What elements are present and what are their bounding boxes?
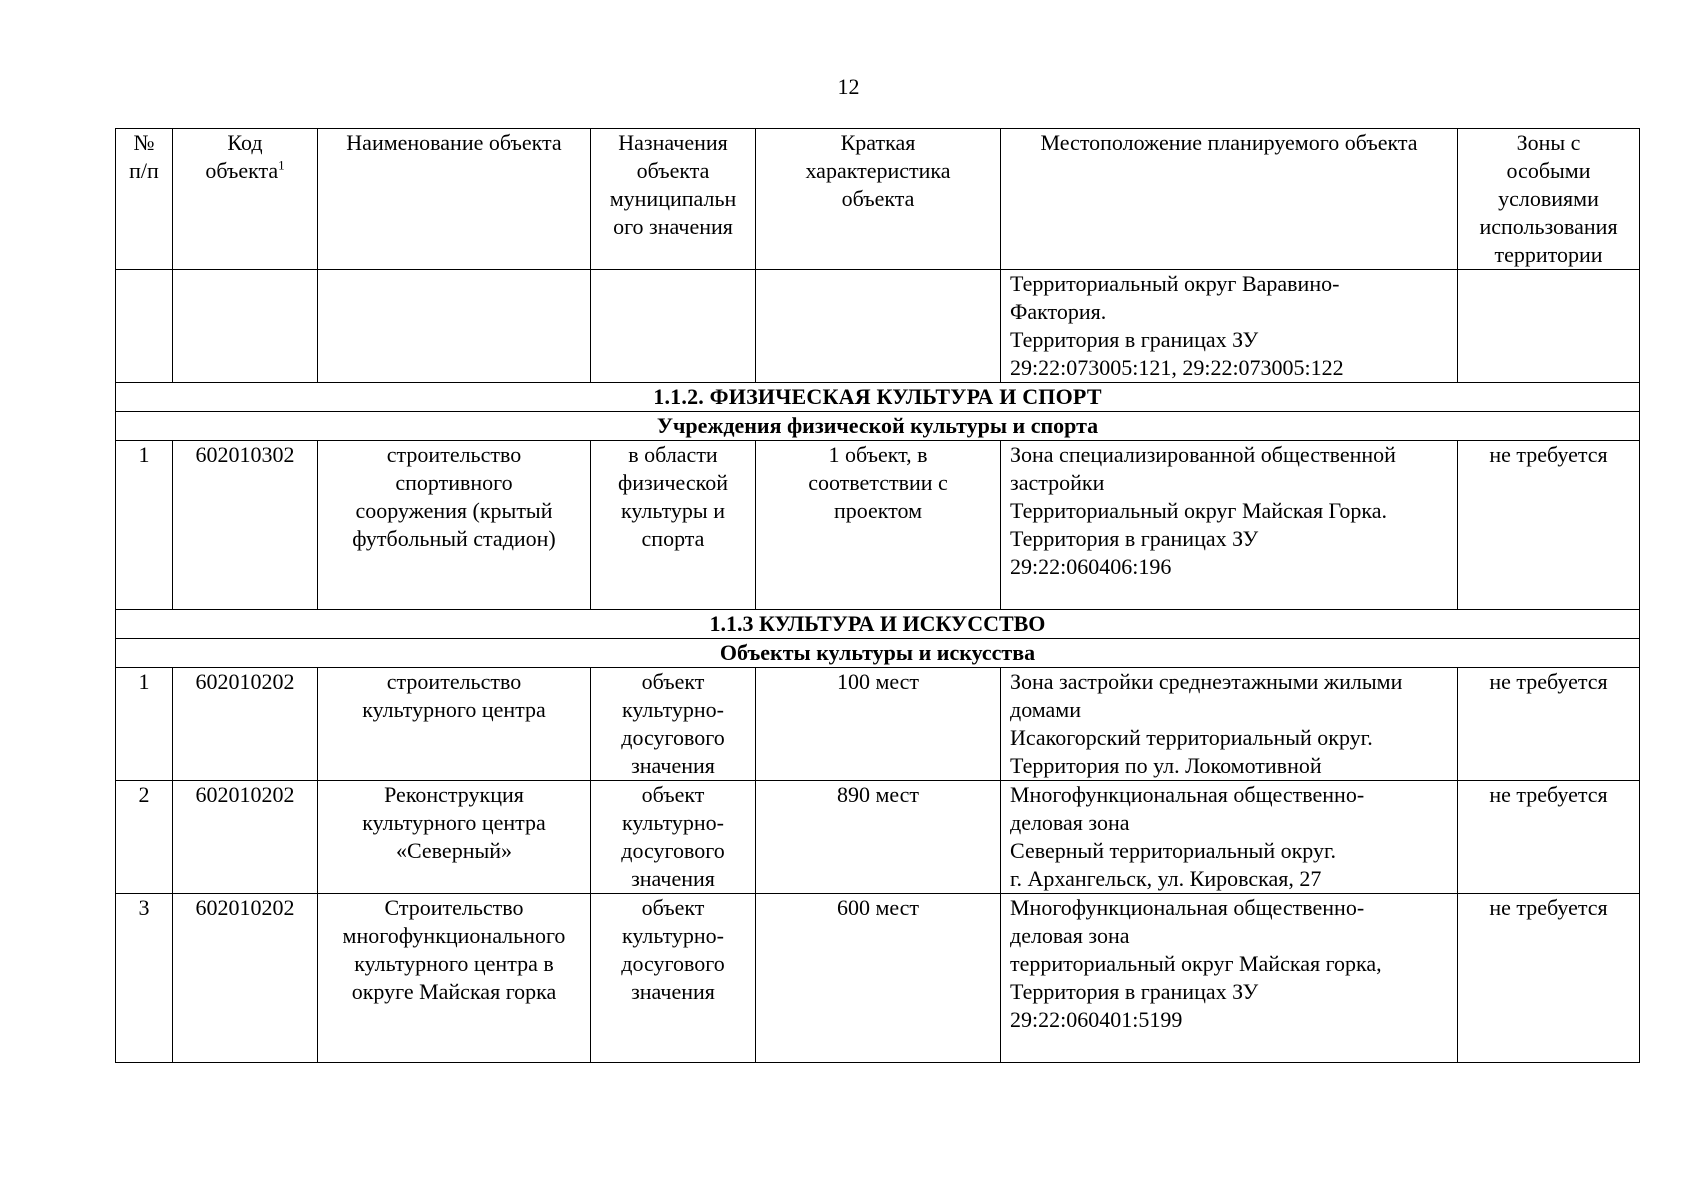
- cell-name: [318, 270, 591, 383]
- header-purpose: Назначения объекта муниципальн ого значения: [591, 129, 756, 270]
- cell-location: Многофункциональная общественно- деловая зона Северный территориальный округ. г. Архангельск, ул. Кировская, 27: [1001, 781, 1458, 894]
- section-culture-subtitle-row: [116, 639, 1640, 668]
- cell-name: строительство культурного центра: [318, 668, 591, 781]
- cell-num: [116, 270, 173, 383]
- cell-zones: не требуется: [1458, 781, 1640, 894]
- cell-location: Зона застройки среднеэтажными жилыми домами Исакогорский территориальный округ. Территория по ул. Локомотивной: [1001, 668, 1458, 781]
- cell-characteristic: [756, 270, 1001, 383]
- cell-code: 602010202: [173, 894, 318, 1063]
- cell-code: 602010302: [173, 441, 318, 610]
- cell-characteristic: 100 мест: [756, 668, 1001, 781]
- header-num: № п/п: [116, 129, 173, 270]
- cell-code: 602010202: [173, 668, 318, 781]
- section-culture-title: 1.1.3 КУЛЬТУРА И ИСКУССТВО: [116, 610, 1640, 639]
- section-sport-subtitle-row: [116, 412, 1640, 441]
- table-row-culture-3: [116, 894, 1640, 1063]
- section-culture-subtitle: Объекты культуры и искусства: [116, 639, 1640, 668]
- table-row-culture-2: [116, 781, 1640, 894]
- header-characteristic: Краткая характеристика объекта: [756, 129, 1001, 270]
- cell-name: строительство спортивного сооружения (крытый футбольный стадион): [318, 441, 591, 610]
- cell-location: Территориальный округ Варавино- Фактория. Территория в границах ЗУ 29:22:073005:121, 29:22:073005:122: [1001, 270, 1458, 383]
- cell-num: 1: [116, 441, 173, 610]
- cell-purpose: [591, 270, 756, 383]
- cell-location: Многофункциональная общественно- деловая зона территориальный округ Майская горка, Территория в границах ЗУ 29:22:060401:5199: [1001, 894, 1458, 1063]
- planned-objects-table: [115, 128, 1640, 1063]
- cell-name: Строительство многофункционального культурного центра в округе Майская горка: [318, 894, 591, 1063]
- cell-characteristic: 890 мест: [756, 781, 1001, 894]
- cell-zones: не требуется: [1458, 894, 1640, 1063]
- cell-zones: не требуется: [1458, 441, 1640, 610]
- header-code-footnote: 1: [278, 157, 285, 173]
- section-sport-subtitle: Учреждения физической культуры и спорта: [116, 412, 1640, 441]
- table-row-culture-1: [116, 668, 1640, 781]
- cell-num: 1: [116, 668, 173, 781]
- header-code: [173, 129, 318, 270]
- page-number: 12: [837, 74, 860, 99]
- cell-code: [173, 270, 318, 383]
- section-culture-title-row: [116, 610, 1640, 639]
- cell-characteristic: 600 мест: [756, 894, 1001, 1063]
- table-row-sport-1: [116, 441, 1640, 610]
- cell-zones: [1458, 270, 1640, 383]
- header-location: Местоположение планируемого объекта: [1001, 129, 1458, 270]
- section-sport-title-row: [116, 383, 1640, 412]
- cell-num: 3: [116, 894, 173, 1063]
- cell-name: Реконструкция культурного центра «Северный»: [318, 781, 591, 894]
- cell-purpose: объект культурно- досугового значения: [591, 781, 756, 894]
- cell-characteristic: 1 объект, в соответствии с проектом: [756, 441, 1001, 610]
- table-header-row: [116, 129, 1640, 270]
- header-code-label: Код объекта: [205, 130, 279, 183]
- header-zones: Зоны с особыми условиями использования территории: [1458, 129, 1640, 270]
- cell-zones: не требуется: [1458, 668, 1640, 781]
- header-name: Наименование объекта: [318, 129, 591, 270]
- table-row-continuation: [116, 270, 1640, 383]
- cell-num: 2: [116, 781, 173, 894]
- cell-purpose: объект культурно- досугового значения: [591, 894, 756, 1063]
- cell-purpose: в области физической культуры и спорта: [591, 441, 756, 610]
- cell-purpose: объект культурно- досугового значения: [591, 668, 756, 781]
- section-sport-title: 1.1.2. ФИЗИЧЕСКАЯ КУЛЬТУРА И СПОРТ: [116, 383, 1640, 412]
- cell-code: 602010202: [173, 781, 318, 894]
- cell-location: Зона специализированной общественной застройки Территориальный округ Майская Горка. Территория в границах ЗУ 29:22:060406:196: [1001, 441, 1458, 610]
